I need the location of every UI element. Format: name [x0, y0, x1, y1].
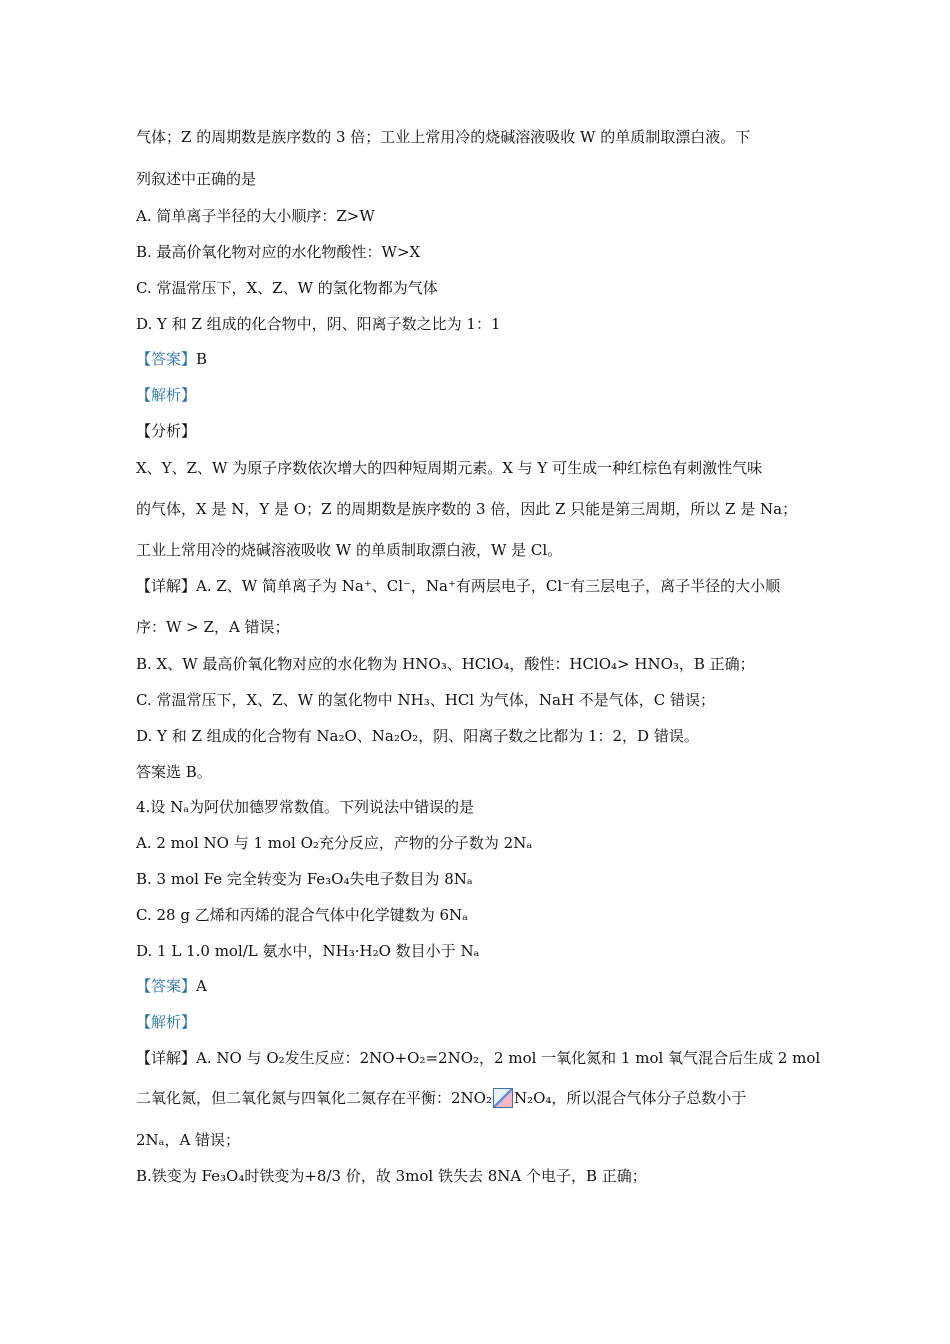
text-line: 答案选 B。 [136, 763, 212, 781]
question-stem: 4.设 Nₐ为阿伏加德罗常数值。下列说法中错误的是 [136, 798, 474, 816]
text-line: B.铁变为 Fe₃O₄时铁变为+8/3 价，故 3mol 铁失去 8NA 个电子，B 正确； [136, 1167, 647, 1185]
answer-tag: 【答案】 [136, 350, 197, 368]
text-line: X、Y、Z、W 为原子序数依次增大的四种短周期元素。X 与 Y 可生成一种红棕色有刺激性气味 [136, 459, 763, 477]
section-heading: 【分析】 [136, 422, 197, 440]
text-line [136, 1087, 746, 1108]
text-line: 2Nₐ，A 错误； [136, 1131, 241, 1149]
text-line: 序：W > Z，A 错误； [136, 618, 290, 636]
text-line: D. Y 和 Z 组成的化合物有 Na₂O、Na₂O₂，阴、阳离子数之比都为 1：2，D 错误。 [136, 727, 699, 745]
option-a: A. 简单离子半径的大小顺序：Z>W [136, 207, 375, 225]
equilibrium-arrow-icon [493, 1088, 513, 1108]
answer-line [136, 348, 207, 369]
option-d: D. 1 L 1.0 mol/L 氨水中，NH₃·H₂O 数目小于 Nₐ [136, 942, 480, 960]
option-a: A. 2 mol NO 与 1 mol O₂充分反应，产物的分子数为 2Nₐ [136, 834, 533, 852]
text-line: B. X、W 最高价氧化物对应的水化物为 HNO₃、HClO₄，酸性：HClO₄> HNO₃，B 正确； [136, 655, 755, 673]
analysis-tag: 【解析】 [136, 1013, 197, 1031]
text-segment: 二氧化氮，但二氧化氮与四氧化二氮存在平衡：2NO₂ [136, 1089, 492, 1107]
text-segment: N₂O₄，所以混合气体分子总数小于 [513, 1089, 747, 1107]
option-b: B. 最高价氧化物对应的水化物酸性：W>X [136, 243, 421, 261]
text-line: 【详解】A. NO 与 O₂发生反应：2NO+O₂=2NO₂，2 mol 一氧化氮和 1 mol 氧气混合后生成 2 mol [136, 1049, 821, 1067]
option-c: C. 常温常压下，X、Z、W 的氢化物都为气体 [136, 279, 438, 297]
answer-tag: 【答案】 [136, 977, 197, 995]
answer-line [136, 975, 207, 996]
analysis-tag: 【解析】 [136, 386, 197, 404]
answer-value: A [196, 977, 207, 995]
option-b: B. 3 mol Fe 完全转变为 Fe₃O₄失电子数目为 8Nₐ [136, 870, 473, 888]
option-c: C. 28 g 乙烯和丙烯的混合气体中化学键数为 6Nₐ [136, 906, 468, 924]
answer-value: B [196, 350, 208, 368]
option-d: D. Y 和 Z 组成的化合物中，阴、阳离子数之比为 1：1 [136, 315, 501, 333]
text-line: 气体；Z 的周期数是族序数的 3 倍；工业上常用冷的烧碱溶液吸收 W 的单质制取漂白液。下 [136, 128, 751, 146]
text-line: C. 常温常压下，X、Z、W 的氢化物中 NH₃、HCl 为气体，NaH 不是气体，C 错误； [136, 691, 716, 709]
text-line: 【详解】A. Z、W 简单离子为 Na⁺、Cl⁻，Na⁺有两层电子，Cl⁻有三层电子，离子半径的大小顺 [136, 577, 781, 595]
text-line: 列叙述中正确的是 [136, 170, 257, 188]
text-line: 的气体，X 是 N，Y 是 O；Z 的周期数是族序数的 3 倍，因此 Z 只能是第三周期，所以 Z 是 Na； [136, 500, 798, 518]
text-line: 工业上常用冷的烧碱溶液吸收 W 的单质制取漂白液，W 是 Cl。 [136, 541, 563, 559]
